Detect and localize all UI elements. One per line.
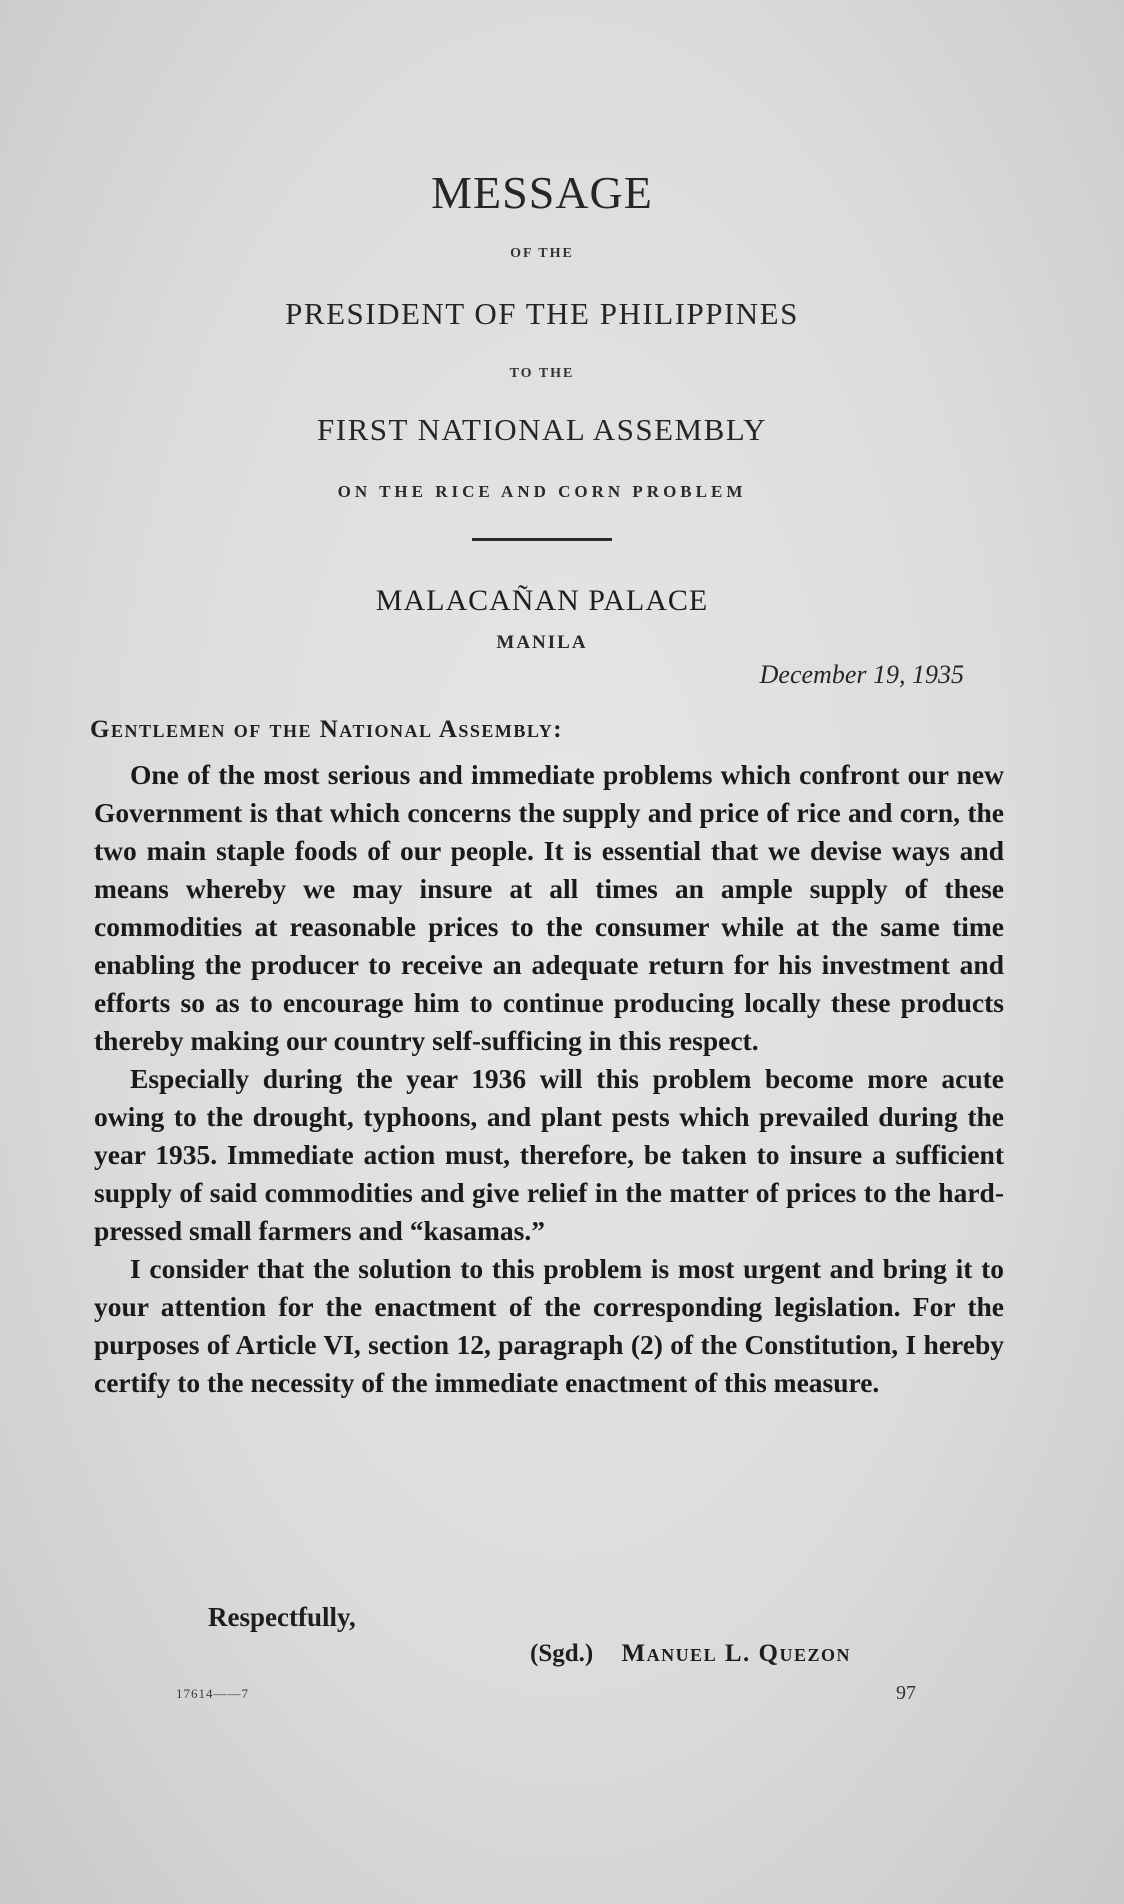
signature-block: [530, 1640, 851, 1668]
signature-prefix: (Sgd.): [530, 1640, 594, 1667]
closing-line: Respectfully,: [208, 1602, 356, 1632]
of-the-label: OF THE: [510, 246, 574, 261]
recipient-heading: FIRST NATIONAL ASSEMBLY: [317, 412, 767, 447]
body-paragraph: I consider that the solution to this problem is most urgent and bring it to your attention for the enactment of the corresponding legislation. For the purposes of Article VI, section 12, paragraph (2) of the Constitution, I hereby certify to the necessity of the immediate enactment of this measure.: [94, 1253, 1004, 1398]
salutation: Gentlemen of the National Assembly:: [90, 716, 564, 743]
dateline-date: December 19, 1935: [759, 660, 964, 689]
body-paragraph: One of the most serious and immediate problems which confront our new Government is that which concerns the supply and price of rice and corn, the two main staple foods of our people. It is essential that we devise ways and means whereby we may insure at all times an ample supply of these commodities at reasonable prices to the consumer while at the same time enabling the producer to receive an adequate return for his investment and efforts so as to encourage him to continue producing locally these products thereby making our country self-sufficing in this respect.: [94, 759, 1004, 1056]
body-paragraph: Especially during the year 1936 will this problem become more acute owing to the drought, typhoons, and plant pests which prevailed during the year 1935. Immediate action must, therefore, be taken to insure a sufficient supply of said commodities and give relief in the matter of prices to the hard-pressed small farmers and “kasamas.”: [94, 1063, 1004, 1246]
page-number: 97: [896, 1682, 916, 1704]
to-the-label: TO THE: [509, 366, 575, 381]
dateline-city: MANILA: [496, 632, 588, 653]
office-heading: PRESIDENT OF THE PHILIPPINES: [285, 296, 799, 331]
document-title: MESSAGE: [431, 167, 653, 218]
message-body: [94, 756, 1004, 1402]
subject-heading: ON THE RICE AND CORN PROBLEM: [337, 482, 747, 501]
signature-name: Manuel L. Quezon: [621, 1640, 851, 1667]
heading-divider: [472, 538, 612, 541]
printer-mark: 17614——7: [176, 1686, 249, 1701]
dateline-place: MALACAÑAN PALACE: [375, 584, 709, 617]
